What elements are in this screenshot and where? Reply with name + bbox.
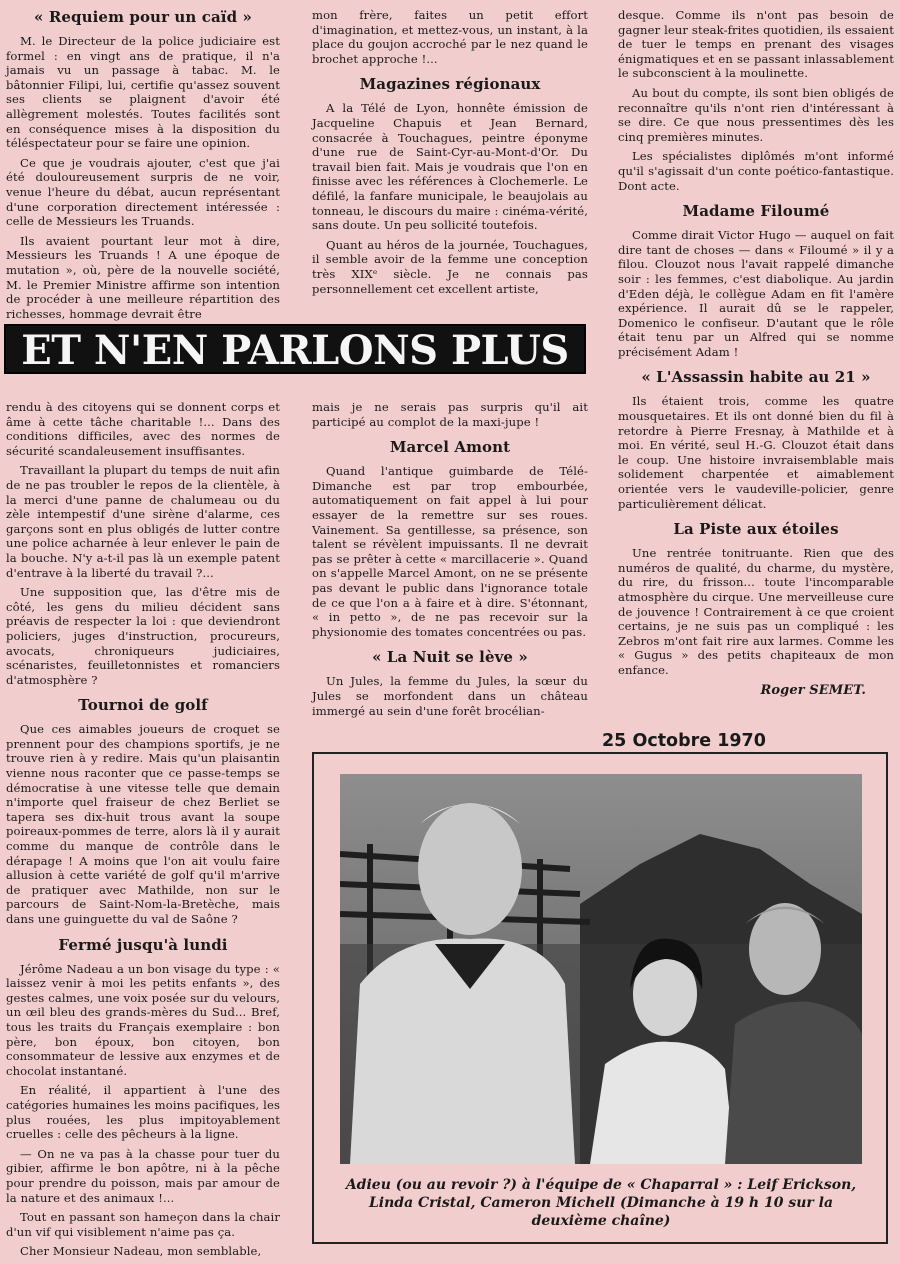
photo-frame — [312, 752, 888, 1244]
photo-caption: Adieu (ou au revoir ?) à l'équipe de « Chaparral » : Leif Erickson, Linda Cristal, Cameron Michell (Dimanche à 19 h 10 sur la deuxième chaîne) — [345, 1177, 857, 1229]
paragraph: Quand l'antique guimbarde de Télé-Dimanche est par trop embourbée, automatiquement on fait appel à lui pour essayer de la remettre sur ses roues. Vainement. Sa gentillesse, sa présence, son talent se révèlent impuissants. Il ne devrait pas se prêter à cette « marcillacerie ». Quand on s'appelle Marcel Amont, on ne se présente pas devant le public dans l'ignorance totale de ce que l'on a à faire et à dire. S'étonnant, « in petto », de ne pas recevoir sur la physionomie des tomates concentrées ou pas. — [312, 464, 588, 639]
heading-amont: Marcel Amont — [389, 438, 511, 457]
heading-golf: Tournoi de golf — [78, 696, 208, 715]
heading-assassin: « L'Assassin habite au 21 » — [641, 368, 871, 387]
paragraph: En réalité, il appartient à l'une des catégories humaines les moins pacifiques, les plus rouées, les plus impitoyablement cruelles : celle des pêcheurs à la ligne. — [6, 1083, 280, 1142]
heading-filoume: Madame Filoumé — [682, 202, 830, 221]
paragraph: rendu à des citoyens qui se donnent corps et âme à cette tâche charitable !... Dans des conditions difficiles, avec des normes de sécurité scandaleusement insuffisantes. — [6, 400, 280, 458]
paragraph: mon frère, faites un petit effort d'imagination, et mettez-vous, un instant, à la place du goujon accroché par le nez quand le brochet approche !... — [312, 8, 588, 66]
heading-piste: La Piste aux étoiles — [673, 520, 839, 539]
paragraph: Ce que je voudrais ajouter, c'est que j'ai été douloureusement surpris de ne voir, venue l'heure du débat, aucun représentant d'une corporation directement intéressée : celle de Messieurs les Truands. — [6, 155, 280, 229]
column-2-top — [312, 8, 588, 301]
column-3 — [618, 8, 894, 703]
column-1-bottom — [6, 400, 280, 1264]
paragraph: A la Télé de Lyon, honnête émission de Jacqueline Chapuis et Jean Bernard, consacrée à Touchagues, peintre éponyme d'une rue de Saint-Cyr-au-Mont-d'Or. Du travail bien fait. Mais je voudrais que l'on en finisse avec les références à Clochemerle. Le défilé, la fanfare municipale, le beaujolais au tonneau, le discours du maire : cinéma-vérité, sans doute. Un peu sollicité toutefois. — [312, 101, 588, 233]
paragraph: Quant au héros de la journée, Touchagues, il semble avoir de la femme une conception très XIXᵉ siècle. Je ne connais pas personnellement cet excellent artiste, — [312, 237, 588, 296]
paragraph: desque. Comme ils n'ont pas besoin de gagner leur steak-frites quotidien, ils essaient de tuer le temps en prenant des visages énigmatiques et en se passant inlassablement le subconscient à la moulinette. — [618, 8, 894, 81]
paragraph: Ils étaient trois, comme les quatre mousquetaires. Et ils ont donné bien du fil à retordre à Pierre Fresnay, à Mathilde et à moi. En vérité, seul H.-G. Clouzot était dans le coup. Une histoire invraisemblable mais solidement charpentée et aimablement orientée vers le vaudeville-policier, genre particulièrement délicat. — [618, 394, 894, 511]
column-2-bottom — [312, 400, 588, 723]
date-stamp: 25 Octobre 1970 — [602, 731, 766, 751]
paragraph: mais je ne serais pas surpris qu'il ait participé au complot de la maxi-jupe ! — [312, 400, 588, 429]
paragraph: Comme dirait Victor Hugo — auquel on fait dire tant de choses — dans « Filoumé » il y a filou. Clouzot nous l'avait rappelé dimanche soir : les femmes, c'est diabolique. Au jardin d'Eden déjà, le collègue Adam en fit l'amère expérience. Il aurait dû se le rappeler, Domenico le confiseur. D'autant que le rôle était tenu par un Alfred qui se nomme précisément Adam ! — [618, 228, 894, 359]
paragraph: Travaillant la plupart du temps de nuit afin de ne pas troubler le repos de la clientèle, à la merci d'une panne de chalumeau ou du zèle intempestif d'une sirène d'alarme, ces garçons sont en plus obligés de lutter contre une police acharnée à leur enlever le pain de la bouche. N'y a-t-il pas là un exemple patent d'entrave à la liberté du travail ?... — [6, 463, 280, 580]
paragraph: Une supposition que, las d'être mis de côté, les gens du milieu décident sans préavis de respecter la loi : que deviendront policiers, juges d'instruction, procureurs, avocats, chroniqueurs judiciaires, scénaristes, feuilletonnistes et romanciers d'atmosphère ? — [6, 585, 280, 687]
paragraph: Jérôme Nadeau a un bon visage du type : « laissez venir à moi les petits enfants », des gestes calmes, une voix posée sur du velours, un œil bleu des grands-mères du Sud... Bref, tous les traits du Français exemplaire : bon père, bon époux, bon citoyen, bon consommateur de lessive aux enzymes et de chocolat instantané. — [6, 961, 280, 1078]
photo — [340, 774, 862, 1164]
paragraph: Ils avaient pourtant leur mot à dire, Messieurs les Truands ! A une époque de mutation », où, père de la nouvelle société, M. le Premier Ministre affirme son intention de procéder à une meilleure répartition des richesses, hommage devrait être — [6, 233, 280, 321]
paragraph: Tout en passant son hameçon dans la chair d'un vif qui visiblement n'aime pas ça. — [6, 1210, 280, 1239]
paragraph: — On ne va pas à la chasse pour tuer du gibier, affirme le bon apôtre, ni à la pêche pour prendre du poisson, mais par amour de la nature et des animaux !... — [6, 1146, 280, 1205]
paragraph: Que ces aimables joueurs de croquet se prennent pour des champions sportifs, je ne trouve rien à y redire. Mais qu'un plaisantin vienne nous raconter que ce passe-temps se démocratise à une vitesse telle que demain n'importe quel fraiseur de chez Berliet se tapera ses dix-huit trous avant la soupe poireaux-pommes de terre, alors là il y aurait comme du manque de contrôle dans le dérapage ! A moins que l'on ait voulu faire allusion à cette variété de golf qu'il m'arrive de pratiquer avec Mathilde, non sur le parcours de Saint-Nom-la-Bretèche, mais dans une guinguette du val de Saône ? — [6, 722, 280, 926]
heading-requiem: « Requiem pour un caïd » — [34, 8, 252, 26]
paragraph: Un Jules, la femme du Jules, la sœur du Jules se morfondent dans un château immergé au sein d'une forêt brocélian- — [312, 674, 588, 718]
heading-magazines: Magazines régionaux — [359, 75, 541, 94]
banner-title: ET N'EN PARLONS PLUS — [4, 324, 586, 374]
paragraph: Les spécialistes diplômés m'ont informé qu'il s'agissait d'un conte poético-fantastique. Dont acte. — [618, 149, 894, 193]
paragraph: Cher Monsieur Nadeau, mon semblable, — [20, 1244, 262, 1259]
signature: Roger SEMET. — [760, 682, 866, 698]
paragraph: Une rentrée tonitruante. Rien que des numéros de qualité, du charme, du mystère, du rire, du frisson... toute l'incomparable atmosphère du cirque. Une merveilleuse cure de jouvence ! Contrairement à ce que croient certains, je ne suis pas un compliqué : les Zebros m'ont fait rire aux larmes. Comme les « Gugus » des petits chapiteaux de mon enfance. — [618, 546, 894, 677]
paragraph: Au bout du compte, ils sont bien obligés de reconnaître qu'ils n'ont rien d'intéressant à se dire. Ce que nous pressentimes dès les cinq premières minutes. — [618, 85, 894, 144]
paragraph: M. le Directeur de la police judiciaire est formel : en vingt ans de pratique, il n'a jamais vu un passage à tabac. M. le bâtonnier Filipi, lui, certifie qu'assez souvent ses clients se plaignent d'avoir été allègrement molestés. Toutes facilités sont en conséquence mises à la disposition du téléspectateur pour se faire une opinion. — [6, 34, 280, 151]
heading-ferme: Fermé jusqu'à lundi — [58, 935, 228, 954]
heading-nuit: « La Nuit se lève » — [372, 648, 528, 667]
column-1-top — [6, 8, 280, 326]
